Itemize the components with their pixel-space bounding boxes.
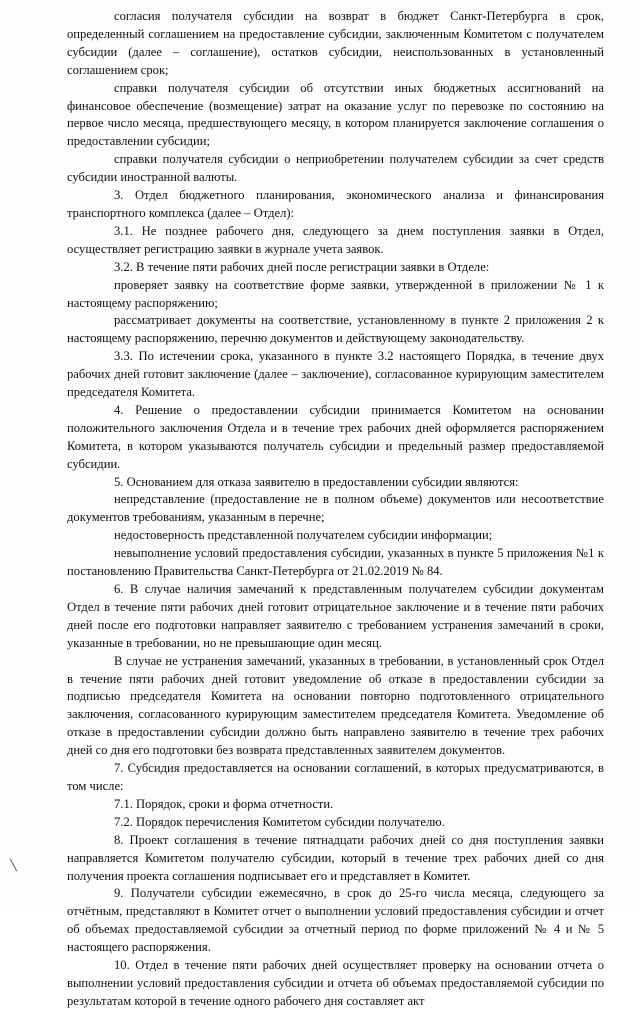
paragraph: 9. Получатели субсидии ежемесячно, в срок до 25-го числа месяца, следующего за отчётным, представляют в Комитет отчет о выполнении условий предоставления субсидии и отчет об объемах предоставляемой субсидии за отчетный период по форме приложений № 4 и № 5 настоящего распоряжения. <box>67 886 604 955</box>
paragraph: 7. Субсидия предоставляется на основании соглашений, в которых предусматриваются, в том числе: <box>67 761 604 793</box>
paragraph: проверяет заявку на соответствие форме заявки, утвержденной в приложении № 1 к настоящему распоряжению; <box>67 277 604 310</box>
paragraph: 3.3. По истечении срока, указанного в пункте 3.2 настоящего Порядка, в течение двух рабочих дней готовит заключение (далее – заключение), согласованное курирующим заместителем председателя Комитета. <box>67 349 604 400</box>
document-body <box>67 8 604 1011</box>
paragraph: 7.2. Порядок перечисления Комитетом субсидии получателю. <box>114 814 445 829</box>
scan-pen-mark <box>10 859 17 872</box>
paragraph: 7.1. Порядок, сроки и форма отчетности. <box>114 796 334 811</box>
paragraph: В случае не устранения замечаний, указанных в требовании, в установленный срок Отдел в течение пяти рабочих дней готовит уведомление об отказе в предоставлении субсидии за подписью председателя Комитета на основании повторно подготовленного отрицательного заключения, согласованного курирующим заместителем председателя Комитета. Уведомление об отказе в предоставлении субсидии должно быть направлено заявителю в течение трех рабочих дней со дня его подготовки без возврата представленных заявителем документов. <box>67 653 604 758</box>
paragraph: справки получателя субсидии об отсутствии иных бюджетных ассигнований на финансовое обеспечение (возмещение) затрат на оказание услуг по перевозке по состоянию на первое число месяца, предшествующего месяцу, в котором планируется заключение соглашения о предоставлении субсидии; <box>67 80 604 149</box>
paragraph: 4. Решение о предоставлении субсидии принимается Комитетом на основании положительного заключения Отдела и в течение трех рабочих дней оформляется распоряжением Комитета, в котором указываются получатель субсидии и предельный размер предоставляемой субсидии. <box>67 402 604 471</box>
paragraph: 3.2. В течение пяти рабочих дней после регистрации заявки в Отделе: <box>114 259 490 274</box>
paragraph: 10. Отдел в течение пяти рабочих дней осуществляет проверку на основании отчета о выполнении условий предоставления субсидии и отчета об объемах предоставляемой субсидии по результатам которой в течение одного рабочего дня составляет акт <box>67 958 604 1008</box>
paragraph: непредставление (предоставление не в полном объеме) документов или несоответствие документов требованиям, указанным в перечне; <box>67 492 604 525</box>
paragraph: согласия получателя субсидии на возврат в бюджет Санкт-Петербурга в срок, определенный соглашением на предоставление субсидии, заключенным Комитетом с получателем субсидии (далее – соглашение), остатков субсидии, неиспользованных в установленный соглашением срок; <box>67 9 604 77</box>
paragraph: 3.1. Не позднее рабочего дня, следующего за днем поступления заявки в Отдел, осуществляет регистрацию заявки в журнале учета заявок. <box>67 223 604 256</box>
paragraph: справки получателя субсидии о неприобретении получателем субсидии за счет средств субсидии иностранной валюты. <box>67 152 604 185</box>
paragraph: недостоверность представленной получателем субсидии информации; <box>114 528 493 543</box>
paragraph: рассматривает документы на соответствие, установленному в пункте 2 приложения 2 к настоящему распоряжению, перечню документов и действующему законодательству. <box>67 313 604 346</box>
paragraph: 5. Основанием для отказа заявителю в предоставлении субсидии являются: <box>114 474 519 489</box>
paragraph: 3. Отдел бюджетного планирования, экономического анализа и финансирования транспортного комплекса (далее – Отдел): <box>67 188 604 220</box>
paragraph: 8. Проект соглашения в течение пятнадцати рабочих дней со дня поступления заявки направляется Комитетом получателю субсидии, который в течение трех рабочих дней со дня получения проекта соглашения подписывает его и представляет в Комитет. <box>67 832 604 883</box>
paragraph: 6. В случае наличия замечаний к представленным получателем субсидии документам Отдел в течение пяти рабочих дней готовит отрицательное заключение и в течение пяти рабочих дней после его подготовки направляет заявителю с требованием устранения замечаний в сроки, указанные в требовании, но не превышающие один месяц. <box>67 582 604 650</box>
paragraph: невыполнение условий предоставления субсидии, указанных в пункте 5 приложения №1 к постановлению Правительства Санкт-Петербурга от 21.02.2019 № 84. <box>67 546 604 579</box>
